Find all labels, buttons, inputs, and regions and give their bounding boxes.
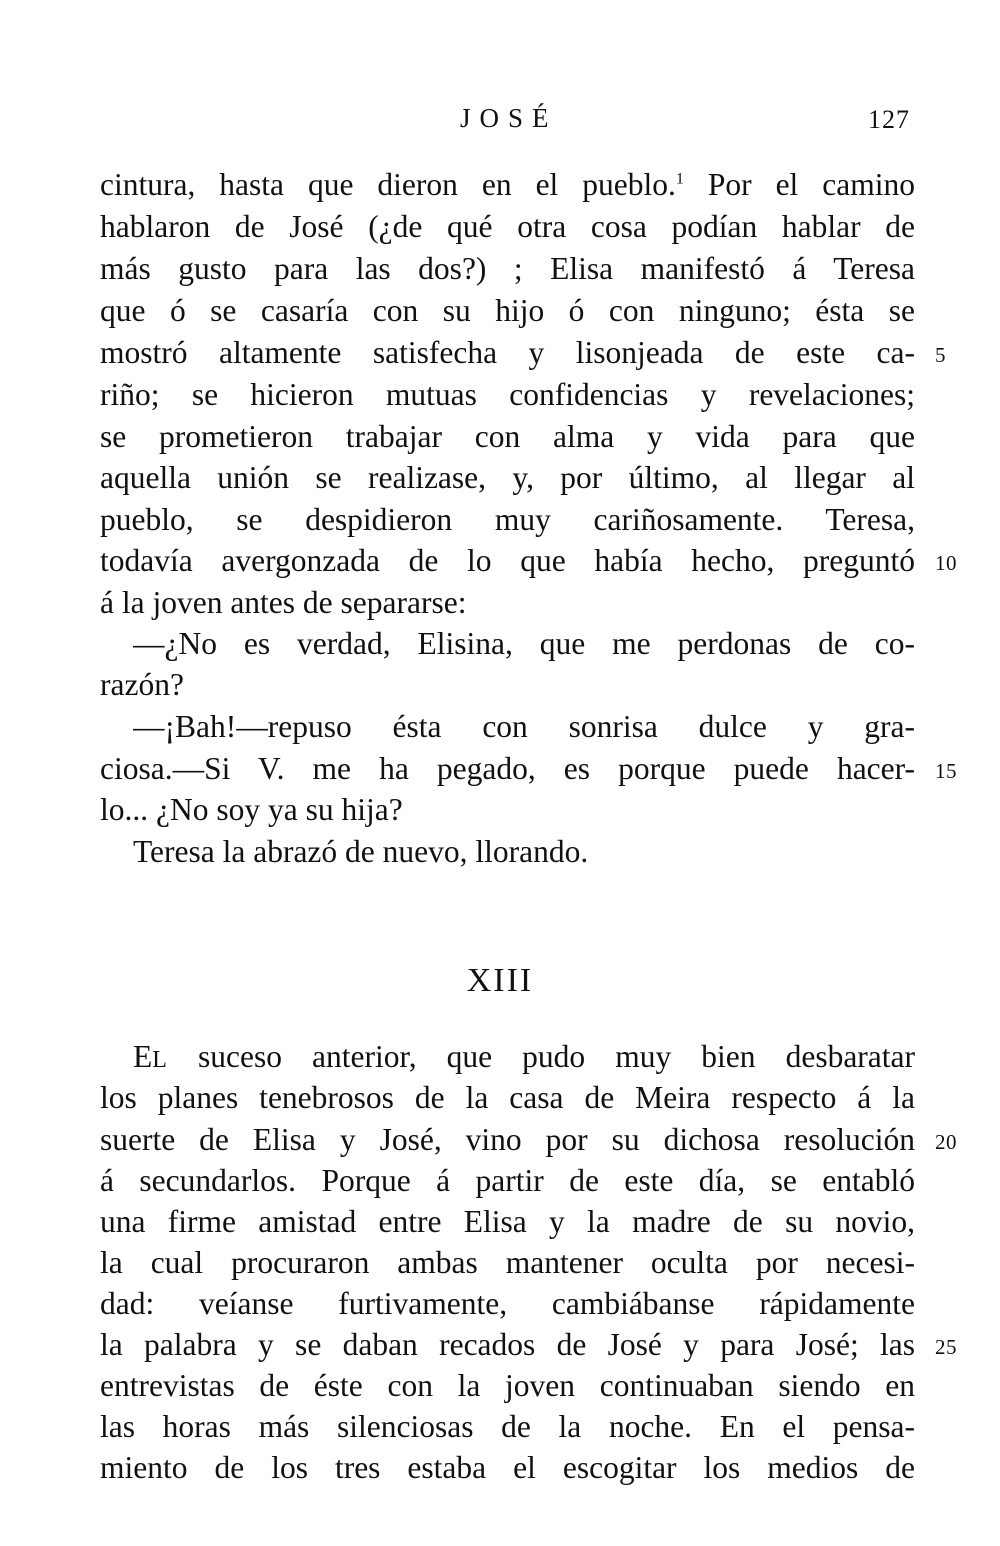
running-head bbox=[0, 103, 1000, 143]
dialogue-line: —¿No es verdad, Elisina, que me perdonas de co- bbox=[133, 626, 915, 661]
text-line: ciosa.—Si V. me ha pegado, es porque puede hacer- bbox=[100, 751, 915, 786]
text-line: la palabra y se daban recados de José y para José; las bbox=[100, 1327, 915, 1362]
dialogue-line: —¡Bah!—repuso ésta con sonrisa dulce y gra- bbox=[133, 709, 915, 744]
text-line: entrevistas de éste con la joven continuaban siendo en bbox=[100, 1368, 915, 1403]
line-text: cintura, hasta que dieron en el pueblo. bbox=[100, 167, 676, 202]
text-line: aquella unión se realizase, y, por último, al llegar al bbox=[100, 460, 915, 495]
chapter-first-line bbox=[133, 1036, 915, 1078]
running-title: JOSÉ bbox=[460, 103, 558, 133]
text-line: mostró altamente satisfecha y lisonjeada de este ca- bbox=[100, 335, 915, 370]
text-line: á la joven antes de separarse: bbox=[100, 585, 467, 620]
line-text: Por el camino bbox=[707, 167, 915, 202]
text-line: más gusto para las dos?) ; Elisa manifestó á Teresa bbox=[100, 251, 915, 286]
margin-line-number: 10 bbox=[935, 551, 957, 575]
initial-smallcaps: L bbox=[152, 1047, 168, 1073]
text-line: miento de los tres estaba el escogitar los medios de bbox=[100, 1450, 915, 1485]
text-line: las horas más silenciosas de la noche. En el pensa- bbox=[100, 1409, 915, 1444]
text-line: una firme amistad entre Elisa y la madre de su novio, bbox=[100, 1204, 915, 1239]
text-line: todavía avergonzada de lo que había hecho, preguntó bbox=[100, 543, 915, 578]
line-text: suceso anterior, que pudo muy bien desbaratar bbox=[197, 1039, 915, 1074]
chapter-heading: XIII bbox=[466, 962, 534, 999]
text-line: que ó se casaría con su hijo ó con ninguno; ésta se bbox=[100, 293, 915, 328]
page-number: 127 bbox=[868, 105, 910, 134]
text-line: riño; se hicieron mutuas confidencias y revelaciones; bbox=[100, 377, 915, 412]
text-line: dad: veíanse furtivamente, cambiábanse rápidamente bbox=[100, 1286, 915, 1321]
text-line: lo... ¿No soy ya su hija? bbox=[100, 792, 403, 827]
text-line bbox=[100, 164, 915, 206]
text-line: los planes tenebrosos de la casa de Meira respecto á la bbox=[100, 1080, 915, 1115]
text-line: suerte de Elisa y José, vino por su dichosa resolución bbox=[100, 1122, 915, 1157]
text-line: Teresa la abrazó de nuevo, llorando. bbox=[133, 834, 589, 869]
text-line: razón? bbox=[100, 667, 184, 702]
margin-line-number: 15 bbox=[935, 759, 957, 783]
initial-letter: E bbox=[133, 1039, 153, 1074]
margin-line-number: 20 bbox=[935, 1130, 957, 1154]
footnote-marker: 1 bbox=[675, 170, 684, 188]
margin-line-number: 25 bbox=[935, 1335, 957, 1359]
text-line: pueblo, se despidieron muy cariñosamente. Teresa, bbox=[100, 502, 915, 537]
margin-line-number: 5 bbox=[935, 343, 946, 367]
text-line: hablaron de José (¿de qué otra cosa podían hablar de bbox=[100, 209, 915, 244]
text-line: á secundarlos. Porque á partir de este día, se entabló bbox=[100, 1163, 915, 1198]
text-line: se prometieron trabajar con alma y vida para que bbox=[100, 419, 915, 454]
text-line: la cual procuraron ambas mantener oculta por necesi- bbox=[100, 1245, 915, 1280]
